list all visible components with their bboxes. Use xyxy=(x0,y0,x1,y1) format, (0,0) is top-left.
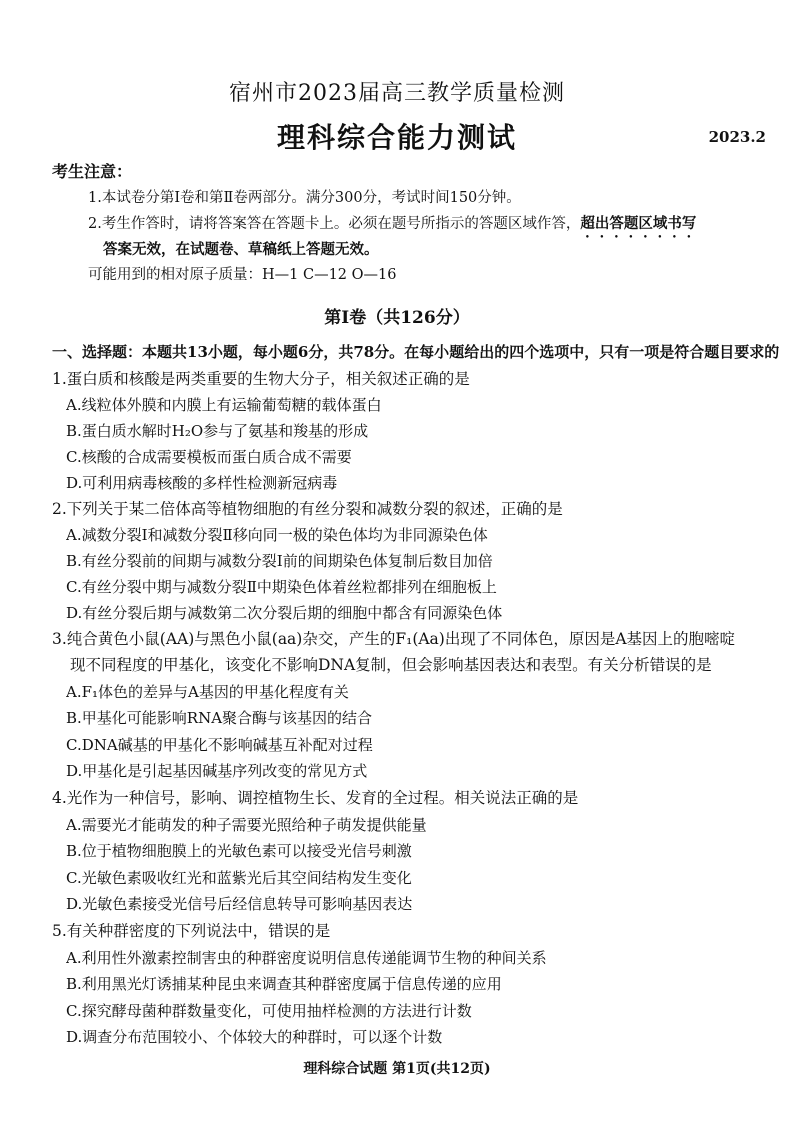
notice-item-1: 1.本试卷分第Ⅰ卷和第Ⅱ卷两部分。满分300分，考试时间150分钟。 xyxy=(88,190,521,206)
question-2-stem: 2.下列关于某二倍体高等植物细胞的有丝分裂和减数分裂的叙述，正确的是 xyxy=(52,500,563,518)
exam-title: 理科综合能力测试 xyxy=(276,121,517,154)
question-5-option-a: A.利用性外激素控制害虫的种群密度说明信息传递能调节生物的种间关系 xyxy=(66,949,547,967)
question-5-option-d: D.调查分布范围较小、个体较大的种群时，可以逐个计数 xyxy=(66,1028,443,1046)
question-3-option-a: A.F₁体色的差异与A基因的甲基化程度有关 xyxy=(66,683,349,701)
notice-heading: 考生注意： xyxy=(52,162,133,181)
question-2-option-a: A.减数分裂Ⅰ和减数分裂Ⅱ移向同一极的染色体均为非同源染色体 xyxy=(66,526,488,544)
question-3-stem: 3.纯合黄色小鼠(AA)与黑色小鼠(aa)杂交，产生的F₁(Aa)出现了不同体色，原因是A基因上的胞嘧啶 xyxy=(52,630,736,648)
question-1-stem: 1.蛋白质和核酸是两类重要的生物大分子，相关叙述正确的是 xyxy=(52,370,470,388)
question-1-option-d: D.可利用病毒核酸的多样性检测新冠病毒 xyxy=(66,474,338,492)
question-3-stem-cont: 现不同程度的甲基化，该变化不影响DNA复制，但会影响基因表达和表型。有关分析错误的是 xyxy=(70,656,712,674)
question-2-option-c: C.有丝分裂中期与减数分裂Ⅱ中期染色体着丝粒都排列在细胞板上 xyxy=(66,578,497,596)
question-5-stem: 5.有关种群密度的下列说法中，错误的是 xyxy=(52,922,331,940)
question-4-option-d: D.光敏色素接受光信号后经信息转导可影响基因表达 xyxy=(66,895,413,913)
section-title: 第Ⅰ卷（共126分） xyxy=(324,308,470,328)
question-1-option-c: C.核酸的合成需要模板而蛋白质合成不需要 xyxy=(66,448,352,466)
question-1-option-b: B.蛋白质水解时H₂O参与了氨基和羧基的形成 xyxy=(66,422,369,440)
question-2-option-d: D.有丝分裂后期与减数第二次分裂后期的细胞中都含有同源染色体 xyxy=(66,604,503,622)
atomic-mass-note: 可能用到的相对原子质量：H—1 C—12 O—16 xyxy=(88,267,397,283)
question-4-option-a: A.需要光才能萌发的种子需要光照给种子萌发提供能量 xyxy=(66,816,427,834)
notice-item-2 xyxy=(88,214,794,241)
question-4-option-b: B.位于植物细胞膜上的光敏色素可以接受光信号刺激 xyxy=(66,842,412,860)
org-title: 宿州市2023届高三教学质量检测 xyxy=(229,81,565,106)
question-2-option-b: B.有丝分裂前的间期与减数分裂Ⅰ前的间期染色体复制后数目加倍 xyxy=(66,552,493,570)
exam-date: 2023.2 xyxy=(708,128,766,146)
question-3-option-c: C.DNA碱基的甲基化不影响碱基互补配对过程 xyxy=(66,736,373,754)
notice-item-2-cont: 答案无效，在试题卷、草稿纸上答题无效。 xyxy=(103,241,379,258)
question-4-option-c: C.光敏色素吸收红光和蓝紫光后其空间结构发生变化 xyxy=(66,869,412,887)
question-3-option-b: B.甲基化可能影响RNA聚合酶与该基因的结合 xyxy=(66,709,373,727)
question-4-stem: 4.光作为一种信号，影响、调控植物生长、发育的全过程。相关说法正确的是 xyxy=(52,789,579,807)
section-instruction: 一、选择题：本题共13小题，每小题6分，共78分。在每小题给出的四个选项中，只有一项是符合题目要求的 xyxy=(52,343,780,361)
notice-item-2-text: 2.考生作答时，请将答案答在答题卡上。必须在题号所指示的答题区域作答， xyxy=(88,216,581,232)
question-5-option-c: C.探究酵母菌种群数量变化，可使用抽样检测的方法进行计数 xyxy=(66,1002,472,1020)
notice-item-2-emphasis: 超出答题区域书写 xyxy=(580,215,697,232)
question-3-option-d: D.甲基化是引起基因碱基序列改变的常见方式 xyxy=(66,762,368,780)
page-footer: 理科综合试题 第1页(共12页) xyxy=(303,1061,491,1077)
question-5-option-b: B.利用黑光灯诱捕某种昆虫来调查其种群密度属于信息传递的应用 xyxy=(66,975,502,993)
question-1-option-a: A.线粒体外膜和内膜上有运输葡萄糖的载体蛋白 xyxy=(66,396,382,414)
